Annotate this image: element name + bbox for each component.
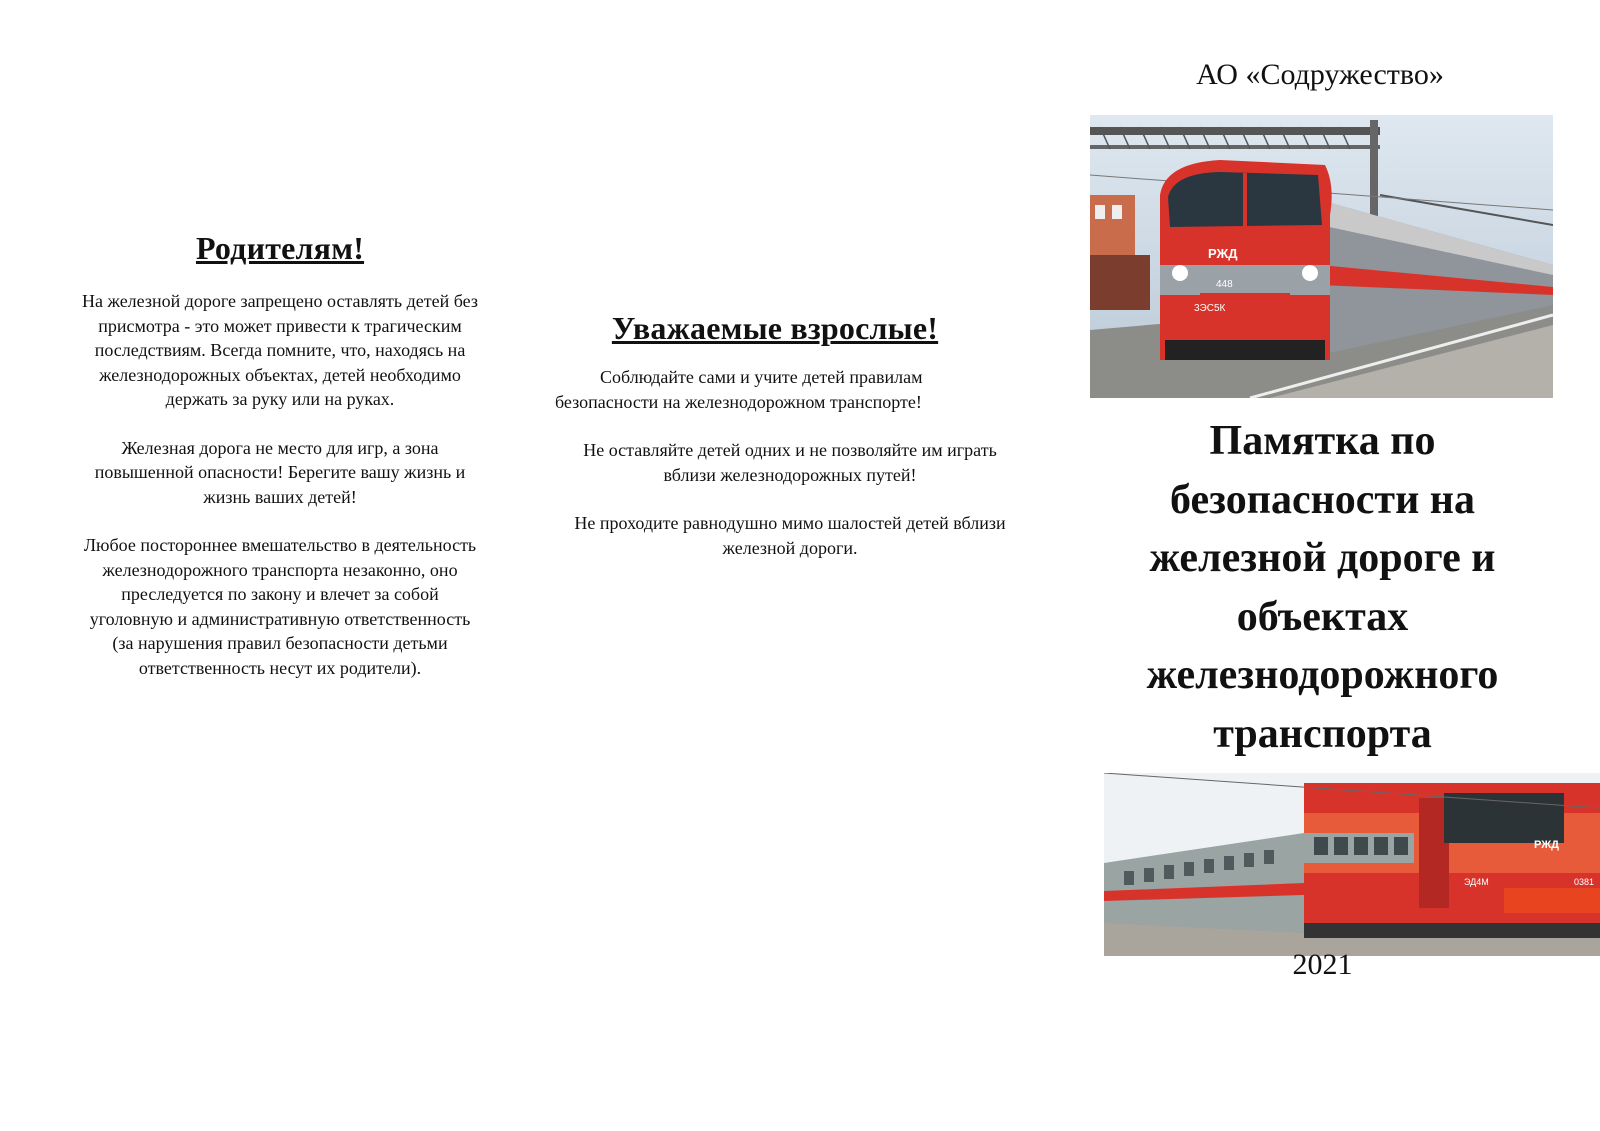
adults-paragraph-3: Не проходите равнодушно мимо шалостей детей вблизи железной дороги. <box>574 513 1006 558</box>
middle-panel <box>555 310 1025 584</box>
left-panel <box>80 230 480 704</box>
electric-train-photo <box>1104 773 1600 956</box>
adults-heading: Уважаемые взрослые! <box>611 310 939 346</box>
train-logo-text: РЖД <box>1534 839 1559 851</box>
train-number-text: 0381 <box>1574 877 1595 887</box>
organization-name: АО «Содружество» <box>1196 58 1444 91</box>
parents-paragraph-2: Железная дорога не место для игр, а зона повышенной опасности! Берегите вашу жизнь и жизнь ваших детей! <box>94 437 466 507</box>
locomotive-number-text: 448 <box>1216 279 1233 290</box>
adults-paragraph-2: Не оставляйте детей одних и не позволяйте им играть вблизи железнодорожных путей! <box>583 440 997 485</box>
parents-paragraph-3: Любое постороннее вмешательство в деятельность железнодорожного транспорта незаконно, оно преследуется по закону и влечет за собой уголовную и административную ответственность (за нарушения правил безопасности детьми ответственность несут их родители). <box>83 535 477 678</box>
electric-train-photo-icon <box>1104 773 1600 956</box>
parents-paragraph-1: На железной дороге запрещено оставлять детей без присмотра - это может привести к трагическим последствиям. Всегда помните, что, находясь на железнодорожных объектах, детей необходимо держать за руку или на руках. <box>82 291 478 409</box>
locomotive-logo-text: РЖД <box>1208 246 1238 261</box>
parents-heading: Родителям! <box>195 230 365 266</box>
brochure-title: Памятка по безопасности на железной дороге и объектах железнодорожного транспорта <box>1146 418 1499 757</box>
locomotive-model-text: 3ЭС5К <box>1194 303 1226 314</box>
locomotive-photo <box>1090 115 1553 398</box>
train-model-text: ЭД4М <box>1464 877 1489 887</box>
locomotive-photo-icon <box>1090 115 1553 398</box>
publication-year: 2021 <box>1292 948 1353 981</box>
adults-paragraph-1: Соблюдайте сами и учите детей правилам безопасности на железнодорожном транспорте! <box>555 367 923 412</box>
